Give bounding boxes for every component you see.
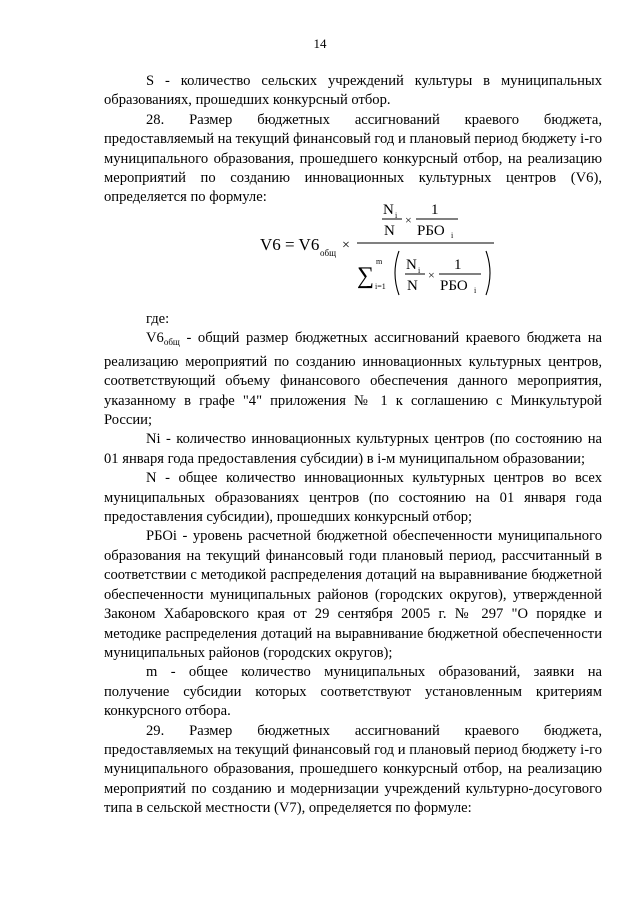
definition-m: m - общее количество муниципальных образований, заявки на получение субсидии которых соответствуют установленным критериям конкурсного отбора. xyxy=(104,664,602,720)
formula-v6 xyxy=(258,195,498,307)
definition-v6 xyxy=(104,329,602,430)
definition-v6-subscript: общ xyxy=(163,337,180,348)
left-paren xyxy=(395,251,399,295)
definition-v6-symbol: V6 xyxy=(146,330,164,347)
paragraph-s-definition: S - количество сельских учреждений культуры в муниципальных образованиях, прошедших конкурсный отбор. xyxy=(104,73,602,109)
num-n: N xyxy=(384,223,395,239)
definitions-text xyxy=(104,310,602,819)
formula-lhs: V6 = V6 xyxy=(260,235,320,254)
right-paren xyxy=(486,251,490,295)
num-rbo: РБО xyxy=(417,223,445,239)
definition-v6-text: - общий размер бюджетных ассигнований краевого бюджета на реализацию мероприятий по созданию инновационных культурных центров, соответствующий объему финансового обеспечения данного мероприятия, указанному в графе "4" приложения № 1 к соглашению с Минкультурой России; xyxy=(104,330,602,429)
den-times: × xyxy=(428,268,435,282)
definition-rbo: РБОi - уровень расчетной бюджетной обеспеченности муниципального образования на текущий финансовый годи плановый период, рассчитанный в соответствии с методикой распределения дотаций на выравнивание бюджетной обеспеченности муниципальных районов (городских округов), утвержденной Законом Хабаровского края от 29 сентября 2005 г. № 297 "О порядке и методике распределения дотаций на выравнивание бюджетной обеспеченности муниципальных районов (городских округов); xyxy=(104,528,602,661)
formula-lhs-sub: общ xyxy=(320,248,337,258)
sum-upper-limit: m xyxy=(376,257,383,266)
den-rbo: РБО xyxy=(440,278,468,294)
where-label: где: xyxy=(146,311,170,327)
den-ni: N xyxy=(406,257,417,273)
page-number: 14 xyxy=(313,36,327,51)
intro-text xyxy=(104,72,602,208)
num-times: × xyxy=(405,213,412,227)
formula-times-main: × xyxy=(342,238,350,253)
paragraph-28: 28. Размер бюджетных ассигнований краевого бюджета, предоставляемый на текущий финансовый год и плановый период бюджету i-го муниципального образования, прошедшего конкурсный отбор, на реализацию мероприятий по созданию инновационных культурных центров (V6), определяется по формуле: xyxy=(104,111,602,206)
den-one: 1 xyxy=(454,257,462,273)
den-n: N xyxy=(407,278,418,294)
num-ni-sub: i xyxy=(395,211,398,220)
sigma-symbol: ∑ xyxy=(357,263,375,289)
den-rbo-sub: i xyxy=(474,286,477,295)
definition-n: N - общее количество инновационных культурных центров во всех муниципальных образованиях центров (по состоянию на 01 января года предоставления субсидии), прошедших конкурсный отбор; xyxy=(104,470,602,526)
num-one: 1 xyxy=(431,202,439,218)
paragraph-29: 29. Размер бюджетных ассигнований краевого бюджета, предоставляемых на текущий финансовый год и плановый период бюджету i-го муниципального образования, прошедшего конкурсный отбор, на реализацию мероприятий по созданию и модернизации учреждений культурно-досугового типа в сельской местности (V7), определяется по формуле: xyxy=(104,722,602,817)
den-ni-sub: i xyxy=(418,266,421,275)
sum-lower-limit: i=1 xyxy=(375,282,386,291)
definition-ni: Ni - количество инновационных культурных центров (по состоянию на 01 января года предоставления субсидии) в i-м муниципальном образовании; xyxy=(104,431,602,467)
num-ni: N xyxy=(383,202,394,218)
num-rbo-sub: i xyxy=(451,231,454,240)
